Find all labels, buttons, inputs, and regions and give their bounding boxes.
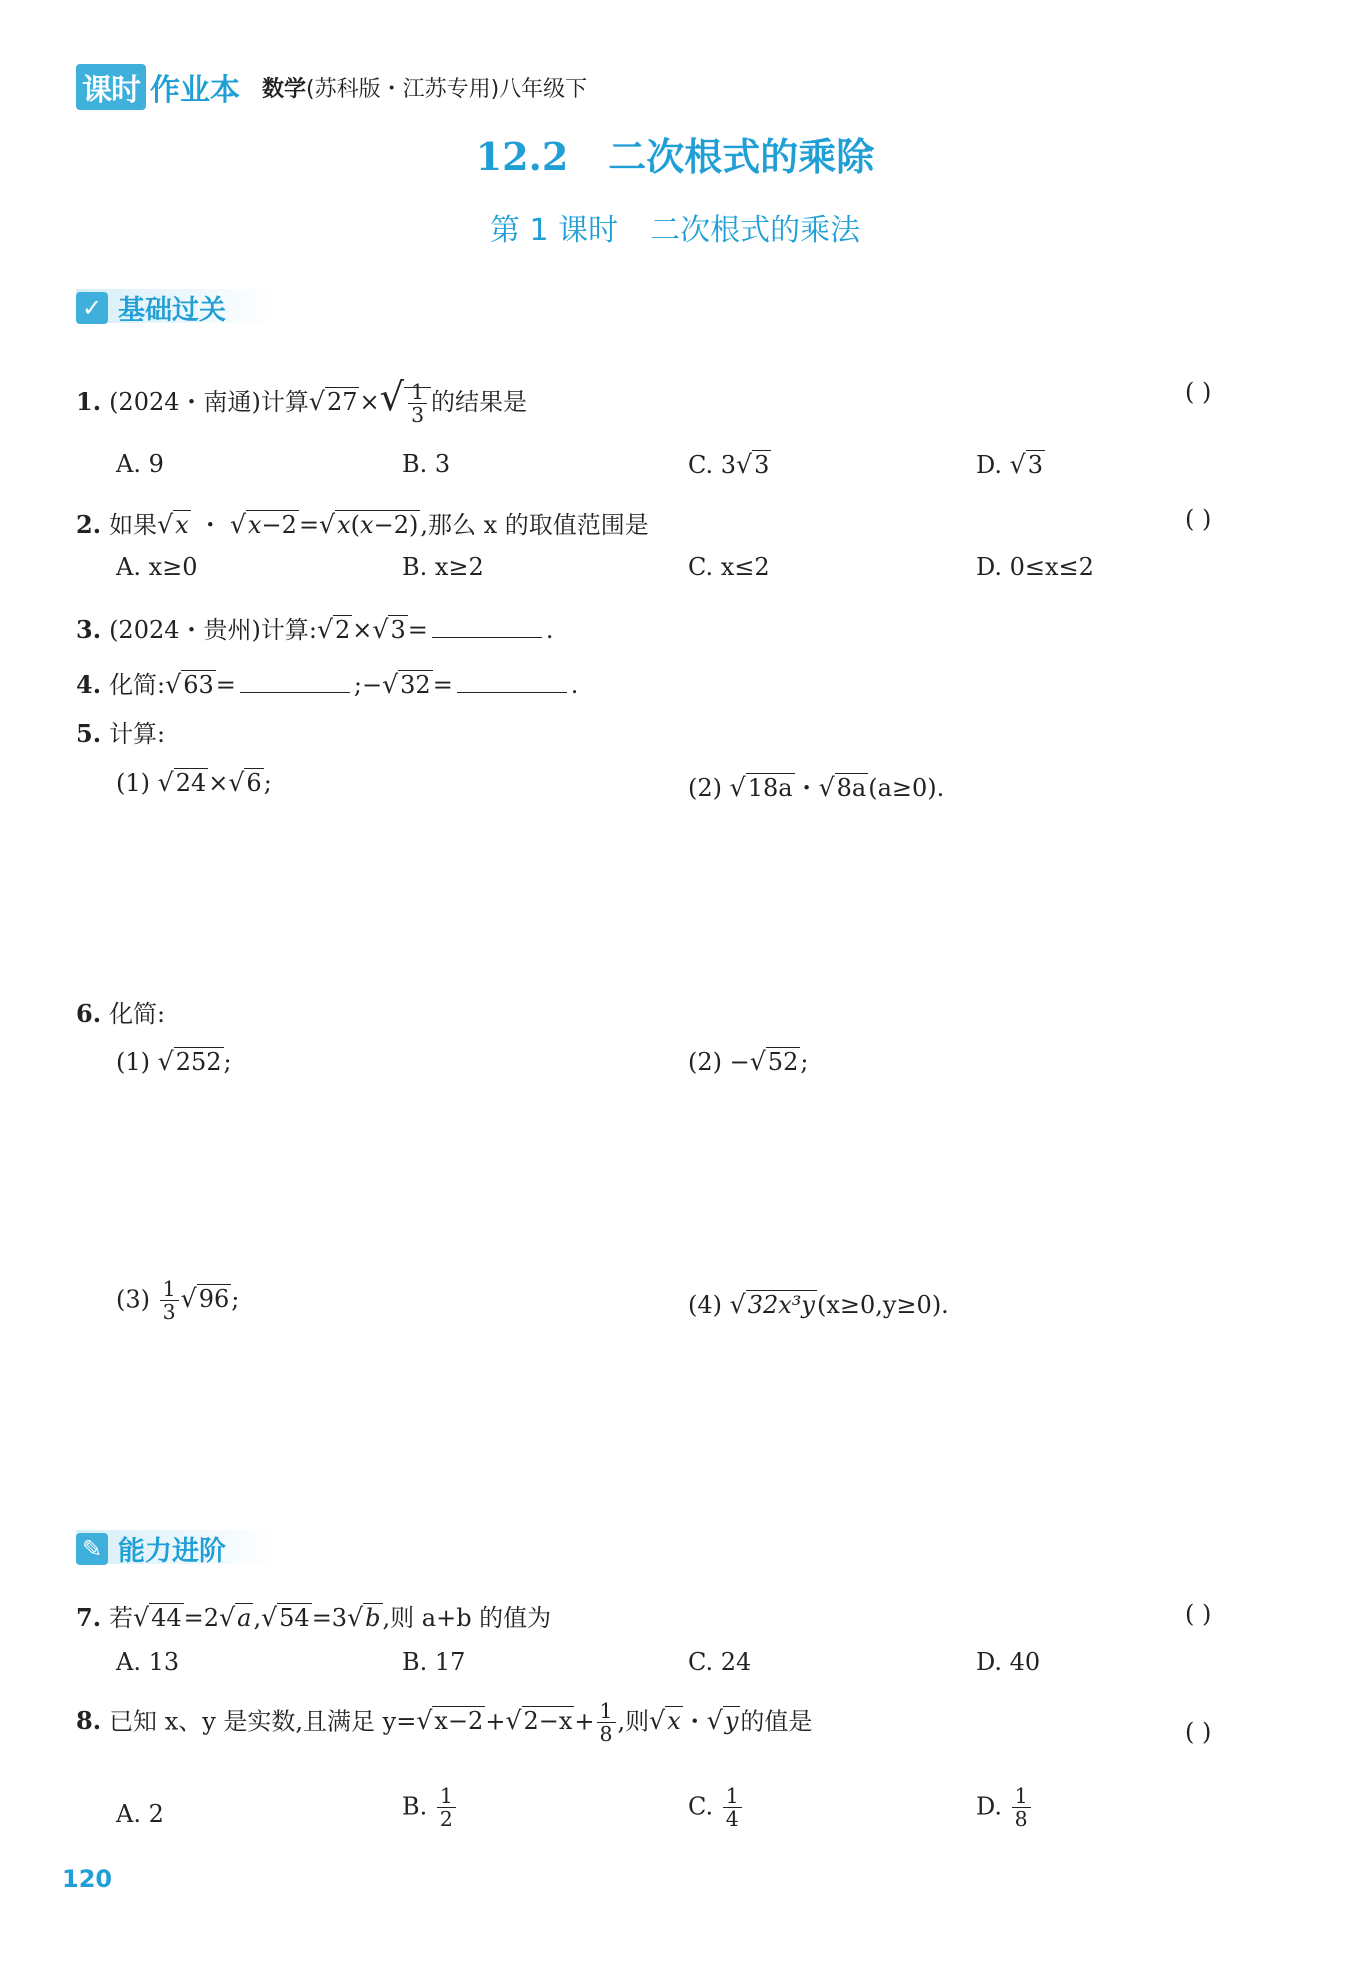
q1-option-a[interactable]: A. 9 xyxy=(116,450,164,478)
page-header xyxy=(76,64,587,110)
question-1: 1. (2024・南通)计算√27×√ $\frac{1}{3}$ 的结果是 xyxy=(76,375,528,427)
q6-part-4: (4) √32x³y(x≥0,y≥0). xyxy=(688,1290,949,1319)
section-heading-basic: ✓ 基础过关 xyxy=(76,288,226,327)
publisher-logo xyxy=(76,64,240,110)
answer-paren-2[interactable]: ( ) xyxy=(1185,505,1212,533)
q7-option-a[interactable]: A. 13 xyxy=(116,1648,180,1676)
logo-box: 课时 xyxy=(76,64,146,110)
q6-part-2: (2) −√52; xyxy=(688,1047,809,1076)
question-4: 4. 化简:√63= ;−√32= . xyxy=(76,670,579,699)
answer-paren-1[interactable]: ( ) xyxy=(1185,378,1212,406)
q7-option-b[interactable]: B. 17 xyxy=(402,1648,466,1676)
q7-option-c[interactable]: C. 24 xyxy=(688,1648,752,1676)
page-number: 120 xyxy=(62,1865,113,1893)
q8-option-c[interactable]: C. $\frac{1}{4}$ xyxy=(688,1785,744,1831)
question-7: 7. 若√44=2√a,√54=3√b,则 a+b 的值为 xyxy=(76,1603,552,1632)
q2-option-a[interactable]: A. x≥0 xyxy=(116,553,198,581)
q5-part-2: (2) √18a・√8a(a≥0). xyxy=(688,773,945,802)
q3-answer-blank[interactable] xyxy=(432,613,542,638)
pencil-icon: ✎ xyxy=(76,1533,108,1565)
q2-option-d[interactable]: D. 0≤x≤2 xyxy=(976,553,1094,581)
question-6: 6. 化简: xyxy=(76,999,166,1028)
q7-option-d[interactable]: D. 40 xyxy=(976,1648,1041,1676)
q8-option-b[interactable]: B. $\frac{1}{2}$ xyxy=(402,1785,458,1831)
chapter-title: 12.2 二次根式的乘除 xyxy=(475,134,875,179)
q1-option-b[interactable]: B. 3 xyxy=(402,450,451,478)
question-5: 5. 计算: xyxy=(76,719,166,748)
question-3: 3. (2024・贵州)计算:√2×√3= . xyxy=(76,615,554,644)
question-2: 2. 如果√x ・ √x−2=√x(x−2),那么 x 的取值范围是 xyxy=(76,510,649,539)
q8-option-a[interactable]: A. 2 xyxy=(116,1800,164,1828)
logo-text: 作业本 xyxy=(150,73,240,108)
checkmark-icon: ✓ xyxy=(76,292,108,324)
q5-part-1: (1) √24×√6; xyxy=(116,768,272,797)
q4-answer-blank-2[interactable] xyxy=(457,668,567,693)
q1-option-c[interactable]: C. 3√3 xyxy=(688,450,770,479)
q6-part-1: (1) √252; xyxy=(116,1047,232,1076)
answer-paren-7[interactable]: ( ) xyxy=(1185,1600,1212,1628)
section-heading-advanced: ✎ 能力进阶 xyxy=(76,1529,226,1568)
q4-answer-blank-1[interactable] xyxy=(240,668,350,693)
q2-option-b[interactable]: B. x≥2 xyxy=(402,553,484,581)
lesson-title: 第 1 课时 二次根式的乘法 xyxy=(489,213,861,248)
q6-part-3: (3) $\frac{1}{3}$ √96; xyxy=(116,1277,240,1325)
q1-option-d[interactable]: D. √3 xyxy=(976,450,1043,479)
question-8: 8. 已知 x、y 是实数,且满足 y=√x−2+√2−x+ $\frac{1}{8}$ ,则√x・√y的值是 xyxy=(76,1699,813,1747)
q8-option-d[interactable]: D. $\frac{1}{8}$ xyxy=(976,1785,1033,1831)
answer-paren-8[interactable]: ( ) xyxy=(1185,1718,1212,1746)
header-subject: 数学(苏科版・江苏专用)八年级下 xyxy=(262,76,588,102)
q2-option-c[interactable]: C. x≤2 xyxy=(688,553,770,581)
